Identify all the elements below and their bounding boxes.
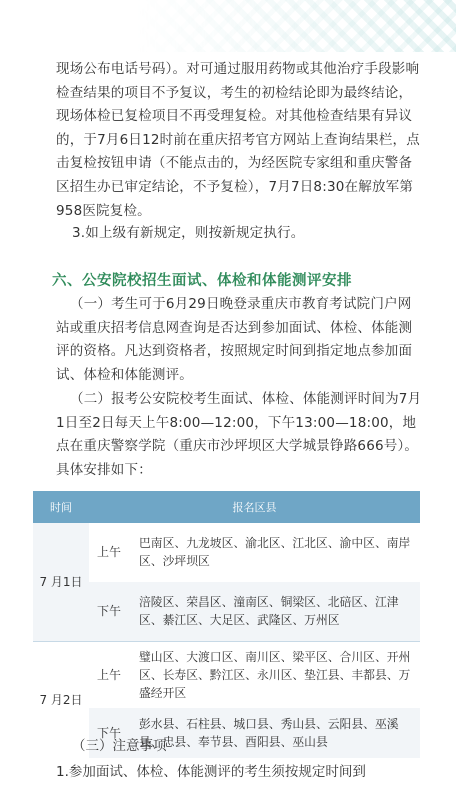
areas-cell: 巴南区、九龙坡区、渝北区、江北区、渝中区、南岸区、沙坪坝区 — [129, 523, 420, 582]
slot-cell: 下午 — [89, 708, 129, 758]
paragraph-recheck: 现场公布电话号码）。对可通过服用药物或其他治疗手段影响检查结果的项目不予复议，考生的初检结论即为最终结论，现场体检已复检项目不再受理复检。对其他检查结果有异议的，于7月6日12时前在重庆招考官方网站上查询结果栏，点击复检按钮申请（不能点击的，为经医院专家组和重庆警备区招生办已审定结论，不予复检），7月7日8:30在解放军第958医院复检。 — [56, 61, 420, 219]
table-header-row — [33, 491, 420, 523]
paragraph-qualification: （一）考生可于6月29日晚登录重庆市教育考试院门户网站或重庆招考信息网查询是否达到参加面试、体检、体能测评的资格。凡达到资格者，按照规定时间到指定地点参加面试、体检和体能测评。 — [56, 296, 413, 383]
schedule-table — [33, 491, 420, 758]
notes-title: （三）注意事项 — [72, 738, 167, 754]
table-row — [33, 642, 420, 709]
table-row — [33, 523, 420, 582]
section-title: 六、公安院校招生面试、体检和体能测评安排 — [52, 273, 352, 289]
header-decoration — [0, 0, 456, 52]
slot-cell: 上午 — [89, 642, 129, 709]
notes-item-1: 1.参加面试、体检、体能测评的考生须按规定时间到 — [56, 764, 366, 780]
paragraph-schedule: （二）报考公安院校考生面试、体检、体能测评时间为7月1日至2日每天上午8:00—12:00，下午13:00—18:00，地点在重庆警察学院（重庆市沙坪坝区大学城景铮路666号）。具体安排如下： — [56, 391, 422, 478]
slot-cell: 上午 — [89, 523, 129, 582]
col-area-header: 报名区县 — [89, 491, 420, 523]
col-time-header: 时间 — [33, 491, 89, 523]
slot-cell: 下午 — [89, 582, 129, 642]
day-cell: 7 月2日 — [33, 642, 89, 759]
areas-cell: 涪陵区、荣昌区、潼南区、铜梁区、北碚区、江津区、綦江区、大足区、武隆区、万州区 — [129, 582, 420, 642]
areas-cell: 彭水县、石柱县、城口县、秀山县、云阳县、巫溪县、忠县、奉节县、酉阳县、巫山县 — [129, 708, 420, 758]
day-cell: 7 月1日 — [33, 523, 89, 642]
table-row — [33, 582, 420, 642]
paragraph-new-rules: 3.如上级有新规定，则按新规定执行。 — [72, 225, 305, 241]
areas-cell: 璧山区、大渡口区、南川区、梁平区、合川区、开州区、长寿区、黔江区、永川区、垫江县、丰都县、万盛经开区 — [129, 642, 420, 709]
